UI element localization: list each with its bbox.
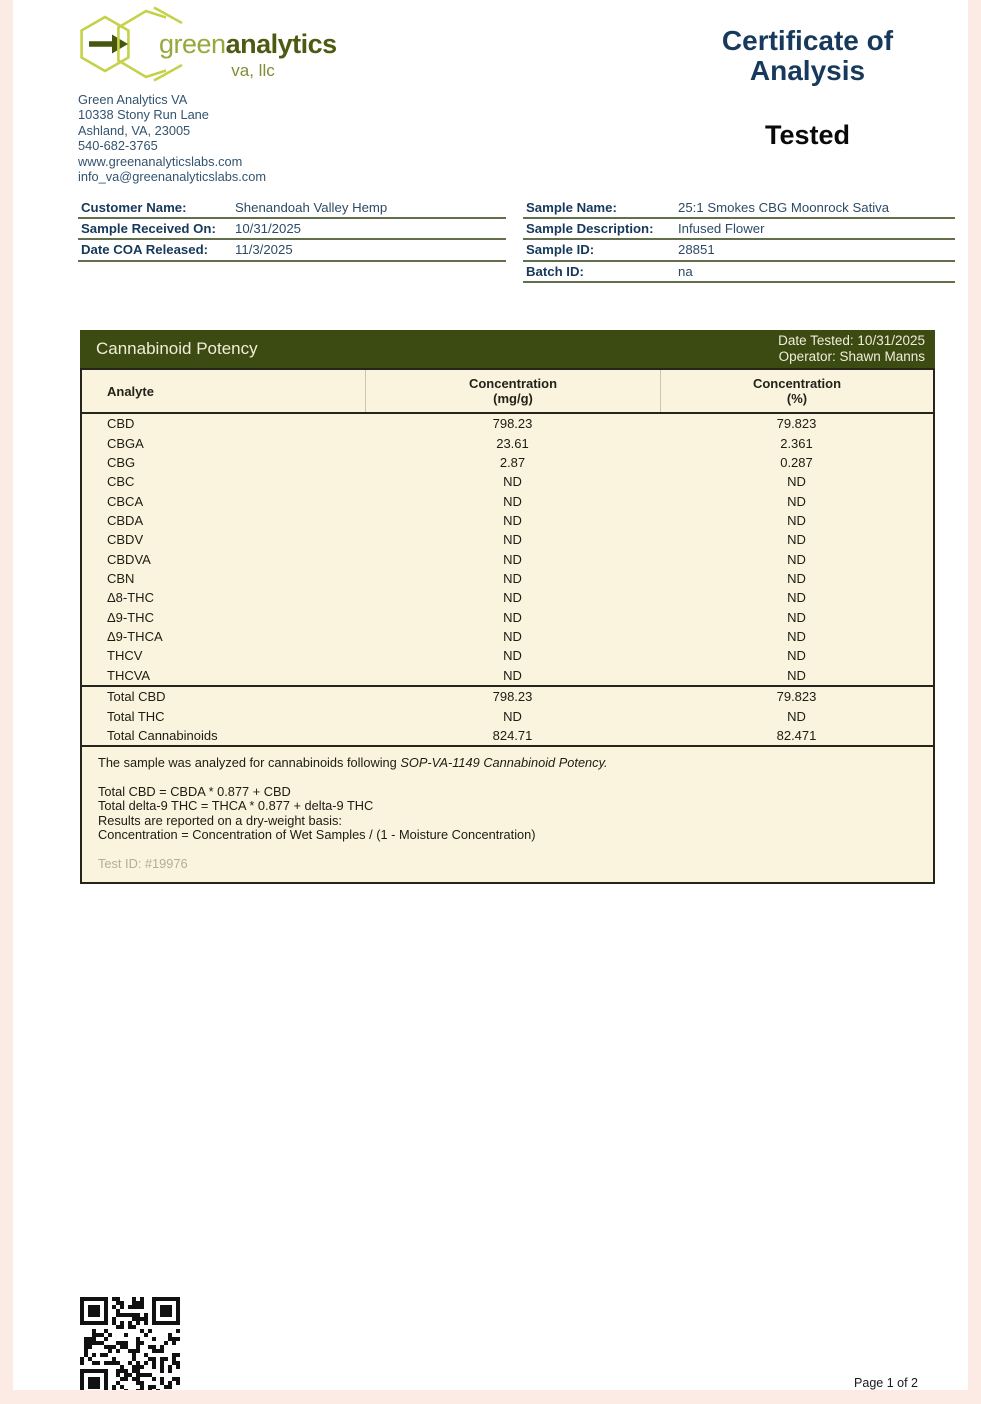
info-row xyxy=(523,198,955,219)
customer-info-table xyxy=(78,198,506,262)
green-analytics-logo xyxy=(75,6,340,88)
contact-line: Ashland, VA, 23005 xyxy=(78,122,191,138)
analyte-pct: ND xyxy=(787,571,806,587)
analyte-pct: 79.823 xyxy=(776,416,817,432)
test-id: Test ID: #19976 xyxy=(98,856,188,872)
analyte-row xyxy=(82,491,933,510)
analyte-row xyxy=(82,550,933,569)
analyte-pct: ND xyxy=(787,493,806,509)
lab-contact-block xyxy=(78,92,266,184)
analyte-row xyxy=(82,646,933,665)
analyte-mg-g: 23.61 xyxy=(496,435,529,451)
analyte-name: Δ9-THCA xyxy=(107,629,163,645)
document-paper xyxy=(13,0,968,1390)
formula-line: Total delta-9 THC = THCA * 0.877 + delta-9 THC xyxy=(98,798,374,814)
contact-line: www.greenanalyticslabs.com xyxy=(78,153,243,169)
analyte-row xyxy=(82,511,933,530)
info-row xyxy=(78,240,506,261)
analyte-mg-g: ND xyxy=(503,532,522,548)
operator: Operator: Shawn Manns xyxy=(778,349,925,364)
formula-line: Concentration = Concentration of Wet Samples / (1 - Moisture Concentration) xyxy=(98,827,536,843)
sample-info-table xyxy=(523,198,955,283)
analyte-pct: ND xyxy=(787,532,806,548)
analyte-row xyxy=(82,588,933,607)
analyte-name: CBGA xyxy=(107,435,144,451)
info-value: na xyxy=(678,263,693,279)
total-pct: 82.471 xyxy=(776,727,817,743)
info-value: Infused Flower xyxy=(678,221,765,237)
analyte-mg-g: ND xyxy=(503,609,522,625)
total-mg-g: ND xyxy=(503,708,522,724)
formula-line: Results are reported on a dry-weight basis: xyxy=(98,812,342,828)
analyte-pct: ND xyxy=(787,609,806,625)
contact-line: 540-682-3765 xyxy=(78,138,158,154)
date-tested: Date Tested: 10/31/2025 xyxy=(778,332,925,348)
analyte-row xyxy=(82,530,933,549)
analyte-mg-g: ND xyxy=(503,629,522,645)
analyte-mg-g: ND xyxy=(503,571,522,587)
analyte-mg-g: ND xyxy=(503,474,522,490)
analyte-mg-g: ND xyxy=(503,493,522,509)
analyte-pct: 0.287 xyxy=(780,454,813,470)
info-value: 25:1 Smokes CBG Moonrock Sativa xyxy=(678,200,890,216)
column-header-analyte: Analyte xyxy=(107,383,154,399)
info-row xyxy=(523,219,955,240)
method-notes xyxy=(82,747,933,882)
total-mg-g: 798.23 xyxy=(492,689,533,705)
analyte-name: CBCA xyxy=(107,493,144,509)
info-label: Customer Name: xyxy=(81,200,187,216)
contact-line: Green Analytics VA xyxy=(78,92,188,107)
info-label: Batch ID: xyxy=(526,263,584,279)
contact-line: info_va@greenanalyticslabs.com xyxy=(78,169,266,185)
info-label: Sample Received On: xyxy=(81,221,216,237)
analyte-row xyxy=(82,569,933,588)
analyte-name: CBDV xyxy=(107,532,144,548)
logo-wordmark: greenanalytics xyxy=(159,29,337,59)
formula-line: Total CBD = CBDA * 0.877 + CBD xyxy=(98,783,291,799)
total-name: Total CBD xyxy=(107,689,166,705)
analyte-row xyxy=(82,414,933,433)
info-row xyxy=(523,262,955,283)
analyte-name: CBDVA xyxy=(107,551,151,567)
analyte-pct: ND xyxy=(787,648,806,664)
analyte-mg-g: ND xyxy=(503,590,522,606)
analyte-mg-g: 2.87 xyxy=(499,454,526,470)
analyte-row xyxy=(82,453,933,472)
analyte-mg-g: ND xyxy=(503,512,522,528)
table-header-row xyxy=(82,370,933,414)
potency-table xyxy=(80,368,935,884)
analyte-mg-g: 798.23 xyxy=(492,416,533,432)
section-title: Cannabinoid Potency xyxy=(96,339,258,358)
analyte-pct: ND xyxy=(787,474,806,490)
info-row xyxy=(78,198,506,219)
total-mg-g: 824.71 xyxy=(492,727,533,743)
analyte-row xyxy=(82,608,933,627)
section-meta xyxy=(778,333,925,366)
info-value: 11/3/2025 xyxy=(235,242,293,258)
info-label: Sample Description: xyxy=(526,221,654,237)
column-header-pct: Concentration (%) xyxy=(660,370,933,412)
info-value: 28851 xyxy=(678,242,715,258)
analyte-pct: ND xyxy=(787,667,806,683)
analyte-name: CBDA xyxy=(107,512,144,528)
analyte-name: CBD xyxy=(107,416,135,432)
info-value: Shenandoah Valley Hemp xyxy=(235,200,388,216)
analyte-name: THCVA xyxy=(107,667,151,683)
column-header-mg-g: Concentration (mg/g) xyxy=(365,370,660,412)
method-statement: The sample was analyzed for cannabinoids following SOP-VA-1149 Cannabinoid Potency. xyxy=(98,755,608,771)
analyte-row xyxy=(82,472,933,491)
info-label: Date COA Released: xyxy=(81,242,209,258)
page-number: Page 1 of 2 xyxy=(854,1376,918,1390)
potency-section xyxy=(80,330,935,884)
status-text: Tested xyxy=(764,120,851,150)
qr-code-icon xyxy=(80,1297,180,1390)
info-label: Sample ID: xyxy=(526,242,595,258)
analyte-name: THCV xyxy=(107,648,143,664)
potency-section-header xyxy=(80,330,935,368)
analyte-pct: ND xyxy=(787,551,806,567)
analyte-name: CBN xyxy=(107,571,135,587)
analyte-row xyxy=(82,666,933,685)
analyte-name: CBC xyxy=(107,474,135,490)
total-pct: ND xyxy=(787,708,806,724)
analyte-mg-g: ND xyxy=(503,551,522,567)
analyte-pct: ND xyxy=(787,629,806,645)
info-value: 10/31/2025 xyxy=(235,221,302,237)
info-label: Sample Name: xyxy=(526,200,617,216)
info-row xyxy=(78,219,506,240)
total-pct: 79.823 xyxy=(776,689,817,705)
total-row xyxy=(82,687,933,706)
analyte-name: Δ9-THC xyxy=(107,609,154,625)
analyte-name: Δ8-THC xyxy=(107,590,154,606)
analyte-row xyxy=(82,627,933,646)
info-row xyxy=(523,240,955,261)
total-row xyxy=(82,706,933,725)
total-row xyxy=(82,726,933,745)
analyte-mg-g: ND xyxy=(503,667,522,683)
total-name: Total THC xyxy=(107,708,165,724)
analyte-pct: ND xyxy=(787,590,806,606)
analyte-row xyxy=(82,433,933,452)
page-title: Certificate of Analysis xyxy=(721,25,894,86)
analyte-mg-g: ND xyxy=(503,648,522,664)
arrow-right-icon xyxy=(89,35,128,54)
logo-subtitle: va, llc xyxy=(231,61,275,80)
total-name: Total Cannabinoids xyxy=(107,727,218,743)
analyte-pct: ND xyxy=(787,512,806,528)
contact-line: 10338 Stony Run Lane xyxy=(78,107,209,123)
analyte-pct: 2.361 xyxy=(780,435,813,451)
analyte-name: CBG xyxy=(107,454,136,470)
